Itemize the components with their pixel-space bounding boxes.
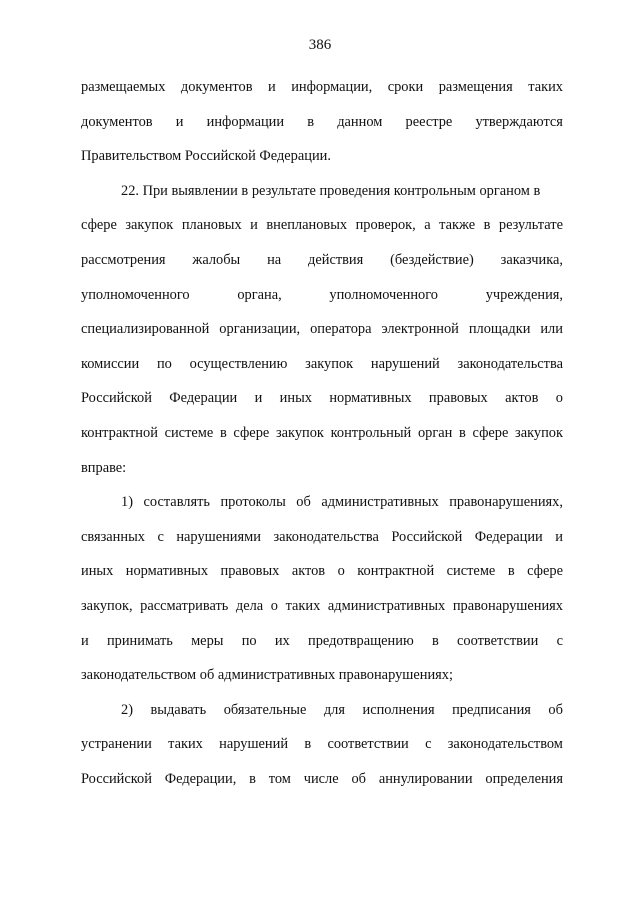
paragraph-first-line	[81, 693, 563, 728]
word: законодательством	[447, 736, 563, 753]
word: Российской	[81, 770, 152, 787]
word: закупок,	[81, 597, 133, 614]
word: о	[270, 597, 278, 614]
word: закупок	[305, 355, 354, 372]
word: осуществлению	[189, 355, 288, 372]
word: таких	[168, 736, 203, 753]
word: комиссии	[81, 355, 140, 372]
word: специализированной	[81, 321, 210, 338]
word: а	[424, 217, 431, 234]
word: системе	[446, 563, 496, 580]
word: иных	[81, 563, 114, 580]
word: административных	[321, 494, 439, 511]
word: и	[268, 79, 276, 95]
word: дела	[235, 597, 264, 614]
word: и	[555, 528, 563, 545]
word: закупок	[125, 217, 174, 234]
word: сфере	[472, 424, 509, 441]
word: нормативных	[329, 390, 412, 407]
word: оператора	[310, 321, 372, 338]
word: учреждения,	[485, 286, 563, 303]
word: 1)	[121, 494, 133, 511]
word: предотвращению	[308, 632, 414, 649]
text-line	[81, 554, 563, 589]
word: в	[307, 113, 315, 130]
word: соответствии	[327, 736, 409, 753]
text-line	[81, 278, 563, 313]
word: внеплановых	[266, 217, 348, 234]
word: 2)	[121, 701, 133, 718]
word: в	[249, 770, 256, 787]
word: плановых	[181, 217, 242, 234]
word: уполномоченного	[81, 286, 190, 303]
word: связанных	[81, 528, 145, 545]
word: контрактной	[81, 424, 158, 441]
text-line: Правительством Российской Федерации.	[81, 148, 331, 165]
text-line	[81, 727, 563, 762]
word: информации	[206, 113, 285, 130]
word: таких	[285, 597, 321, 614]
word: по	[241, 632, 257, 649]
word: сроки	[387, 79, 424, 95]
word: об	[548, 701, 563, 718]
word: нарушений	[219, 736, 289, 753]
word: жалобы	[192, 251, 241, 268]
text-line	[81, 243, 563, 278]
word: сфере	[527, 563, 563, 580]
word: системе	[164, 424, 214, 441]
word: административных	[327, 597, 446, 614]
word: органа,	[237, 286, 282, 303]
word: заказчика,	[500, 251, 563, 268]
word: уполномоченного	[329, 286, 438, 303]
word: протоколы	[220, 494, 286, 511]
word: на	[267, 251, 282, 268]
word: для	[323, 701, 345, 718]
word: в	[483, 217, 491, 234]
word: закупок	[515, 424, 563, 441]
word: правонарушениях,	[449, 494, 563, 511]
word: Федерации	[169, 390, 238, 407]
paragraph-first-line	[81, 485, 563, 520]
text-line: вправе:	[81, 459, 127, 476]
word: размещения	[438, 79, 513, 95]
word: контрактной	[357, 563, 435, 580]
word: и	[175, 113, 184, 130]
word: принимать	[106, 632, 173, 649]
word: обязательные	[223, 701, 307, 718]
word: выдавать	[150, 701, 207, 718]
word: соответствии	[457, 632, 539, 649]
word: также	[439, 217, 476, 234]
document-body	[81, 70, 563, 796]
text-line	[81, 312, 563, 347]
text-line: законодательством об административных правонарушениях;	[81, 667, 453, 684]
word: нарушений	[370, 355, 440, 372]
word: правонарушениях	[452, 597, 563, 614]
text-line	[81, 416, 563, 451]
word: сфере	[81, 217, 117, 234]
text-line	[81, 589, 563, 624]
word: (бездействие)	[390, 251, 474, 268]
word: утверждаются	[475, 113, 563, 130]
word: в	[219, 424, 227, 441]
word: законодательства	[457, 355, 563, 372]
word: и	[250, 217, 258, 234]
word: в	[431, 632, 439, 649]
text-line	[81, 105, 563, 140]
word: и	[254, 390, 263, 407]
word: аннулировании	[378, 770, 473, 787]
word: действия	[308, 251, 364, 268]
word: данном	[337, 113, 383, 130]
word: в	[459, 424, 466, 441]
word: документов	[180, 79, 253, 95]
word: документов	[81, 113, 153, 130]
word: с	[556, 632, 563, 649]
word: контрольный	[330, 424, 412, 441]
word: актов	[291, 563, 326, 580]
word: с	[425, 736, 432, 753]
word: организации,	[219, 321, 301, 338]
word: или	[540, 321, 563, 338]
word: о	[555, 390, 563, 407]
word: составлять	[143, 494, 210, 511]
word: иных	[279, 390, 312, 407]
word: площадки	[468, 321, 531, 338]
word: актов	[505, 390, 539, 407]
word: сфере	[233, 424, 270, 441]
word: по	[156, 355, 172, 372]
text-line	[81, 624, 563, 659]
word: закупок	[275, 424, 324, 441]
word: определения	[485, 770, 563, 787]
word: в	[304, 736, 312, 753]
word: их	[274, 632, 290, 649]
word: электронной	[381, 321, 459, 338]
word: Российской	[81, 390, 152, 407]
word: информации,	[291, 79, 373, 95]
word: числе	[303, 770, 339, 787]
word: и	[81, 632, 89, 649]
text-line	[81, 381, 563, 416]
word: о	[337, 563, 345, 580]
word: том	[268, 770, 291, 787]
word: орган	[417, 424, 453, 441]
word: устранении	[81, 736, 152, 753]
text-line	[81, 520, 563, 555]
word: исполнения	[362, 701, 435, 718]
word: предписания	[452, 701, 531, 718]
word: Федерации,	[164, 770, 237, 787]
word: нарушениями	[176, 528, 261, 545]
text-line	[81, 762, 563, 797]
text-line	[81, 70, 563, 105]
word: законодательства	[273, 528, 379, 545]
word: меры	[191, 632, 224, 649]
word: Федерации	[474, 528, 543, 545]
word: правовых	[428, 390, 488, 407]
word: реестре	[405, 113, 453, 130]
word: проверок,	[355, 217, 416, 234]
word: результате	[498, 217, 563, 234]
word: размещаемых	[81, 79, 166, 95]
word: Российской	[391, 528, 463, 545]
word: в	[507, 563, 515, 580]
text-line	[81, 347, 563, 382]
word: рассматривать	[140, 597, 229, 614]
word: об	[296, 494, 311, 511]
word: таких	[528, 79, 563, 95]
paragraph-first-line: 22. При выявлении в результате проведения контрольным органом в	[121, 182, 541, 199]
word: с	[157, 528, 164, 545]
word: правовых	[220, 563, 280, 580]
word: об	[351, 770, 366, 787]
word: нормативных	[125, 563, 209, 580]
page-number: 386	[308, 37, 332, 53]
word: рассмотрения	[81, 251, 166, 268]
text-line	[81, 208, 563, 243]
